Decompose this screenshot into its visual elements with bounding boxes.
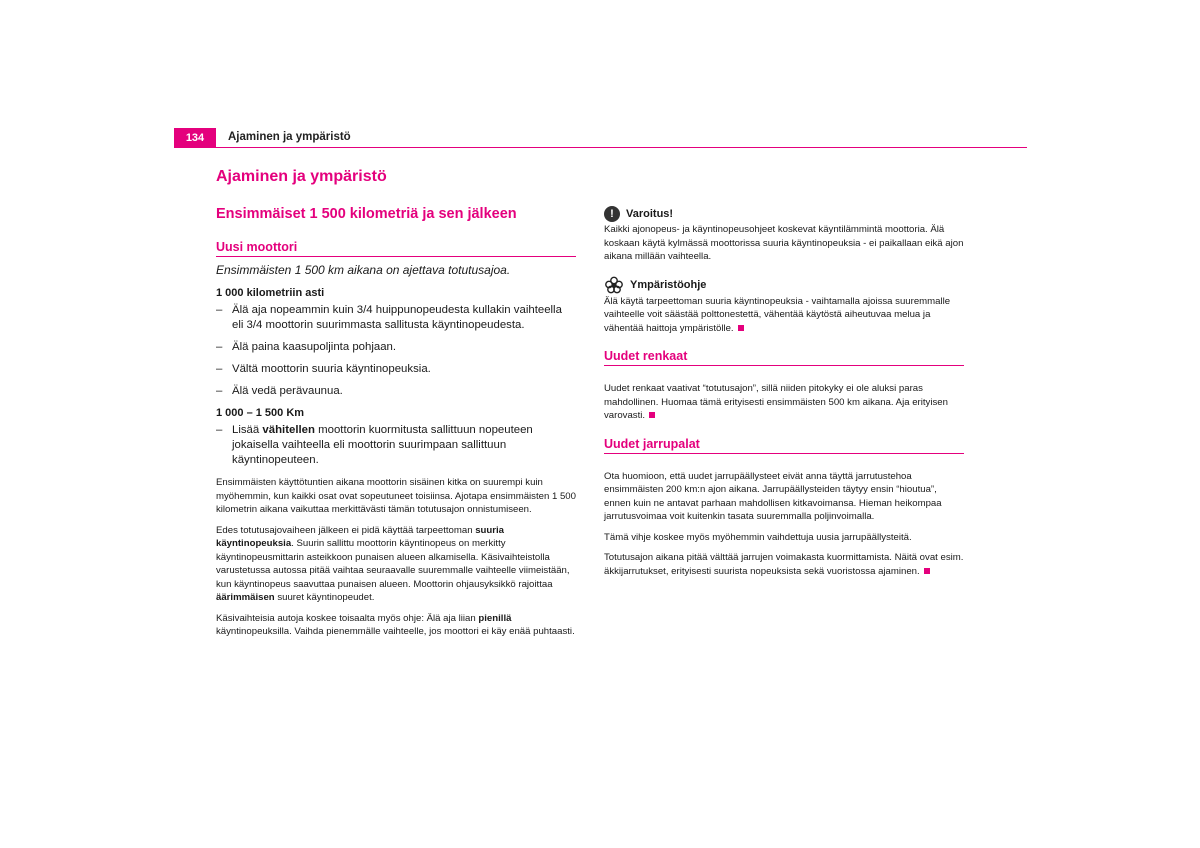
paragraph-friction: Ensimmäisten käyttötuntien aikana moottorin sisäinen kitka on suurempi kuin myöhemmin, kun kaikki osat ovat sopeutuneet toisiinsa. Ajotapa ensimmäisten 1 500 kilometrin aikana vaikuttaa merkittävästi tämän totutusajon onnistumiseen. xyxy=(216,477,576,515)
running-header: Ajaminen ja ympäristö xyxy=(228,131,351,143)
section-new-tyres xyxy=(604,349,964,423)
end-square-icon xyxy=(924,568,930,574)
subsection-title-new-engine: Uusi moottori xyxy=(216,240,576,257)
warning-title: Varoitus! xyxy=(626,208,674,220)
list-item: – Älä vedä perävaunua. xyxy=(216,385,343,397)
new-tyres-text: Uudet renkaat vaativat “totutusajon”, sillä niiden pitokyky ei ole aluksi paras mahdollinen. Huomaa tämä erityisesti ensimmäisten 500 km aikana. Aja erityisen varovasti. xyxy=(604,383,948,421)
list-item: – Älä paina kaasupoljinta pohjaan. xyxy=(216,341,397,353)
eco-box xyxy=(604,276,964,336)
subhead-1000-1500km: 1 000 – 1 500 Km xyxy=(216,407,305,419)
page-number: 134 xyxy=(174,128,216,148)
list-1000-1500km xyxy=(216,423,576,468)
flower-icon xyxy=(604,276,624,294)
chapter-title: Ajaminen ja ympäristö xyxy=(216,168,387,185)
list-item: – Älä aja nopeammin kuin 3/4 huippunopeudesta kullakin vaihteella eli 3/4 moottorin suurimmasta sallitusta käyntinopeudesta. xyxy=(216,304,562,331)
eco-title: Ympäristöohje xyxy=(630,278,707,291)
warning-icon: ! xyxy=(604,206,620,222)
section-new-brake-pads xyxy=(604,437,964,579)
left-column xyxy=(216,168,576,646)
header-rule xyxy=(216,147,1027,148)
subhead-1000km: 1 000 kilometriin asti xyxy=(216,287,325,299)
right-column xyxy=(604,206,964,585)
warning-box xyxy=(604,206,964,264)
section-title: Ensimmäiset 1 500 kilometriä ja sen jälkeen xyxy=(216,206,517,222)
paragraph-rpm-limits: Edes totutusajovaiheen jälkeen ei pidä käyttää tarpeettoman suuria käyntinopeuksia. Suurin sallittu moottorin käyntinopeus on merkitty käyntinopeusmittarin asteikkoon punaisen alueen alkamisella. Käsivaihteistolla varustetussa autossa pitää vaihtaa seuraavalle suuremmalle vaihteelle viimeistään, kun käyntinopeus saavuttaa punaisen alueen. Moottorin ohjausyksikkö rajoittaa äärimmäisen suuret käyntinopeudet. xyxy=(216,524,570,603)
list-item: – Lisää vähitellen moottorin kuormitusta sallittuun nopeuteen jokaisella vaihteella eli moottorin suurimpaan sallittuun käyntinopeuteen. xyxy=(216,424,533,466)
intro-text: Ensimmäisten 1 500 km aikana on ajettava totutusajoa. xyxy=(216,263,511,277)
subsection-title-new-tyres: Uudet renkaat xyxy=(604,349,964,366)
paragraph-low-rpm: Käsivaihteisia autoja koskee toisaalta myös ohje: Älä aja liian pienillä käyntinopeuksilla. Vaihda pienemmälle vaihteelle, jos moottori ei käy enää puhtaasti. xyxy=(216,612,575,637)
brake-pads-paragraph-3: Totutusajon aikana pitää välttää jarrujen voimakasta kuormittamista. Näitä ovat esim. äkkijarrutukset, erityisesti suurista nopeuksista sekä vuoristossa ajaminen. xyxy=(604,552,964,577)
eco-text: Älä käytä tarpeettoman suuria käyntinopeuksia - vaihtamalla ajoissa suuremmalle vaihteelle voit säästää polttonestettä, vähentää käytöstä aiheutuvaa melua ja vähentää haittoja ympäristölle. xyxy=(604,295,951,334)
list-item: – Vältä moottorin suuria käyntinopeuksia. xyxy=(216,363,431,375)
warning-text: Kaikki ajonopeus- ja käyntinopeusohjeet koskevat käyntilämmintä moottoria. Älä koskaan käytä kylmässä moottorissa suuria käyntinopeuksia - ei paikallaan eikä ajon aikana millään vaihteella. xyxy=(604,224,964,262)
end-square-icon xyxy=(738,325,744,331)
end-square-icon xyxy=(649,412,655,418)
brake-pads-paragraph-1: Ota huomioon, että uudet jarrupäällysteet eivät anna täyttä jarrutustehoa ensimmäisten 200 km:n ajon aikana. Jarrupäällysteiden täytyy ensin “hioutua”, ennen kuin ne antavat parhaan mahdollisen kitkavoimansa. Hieman heikompaa jarrutusvoimaa voit kuitenkin tasata suuremmalla poljinvoimalla. xyxy=(604,470,942,522)
brake-pads-paragraph-2: Tämä vihje koskee myös myöhemmin vaihdettuja uusia jarrupäällysteitä. xyxy=(604,531,912,543)
list-1000km xyxy=(216,303,576,399)
subsection-title-new-brake-pads: Uudet jarrupalat xyxy=(604,437,964,454)
